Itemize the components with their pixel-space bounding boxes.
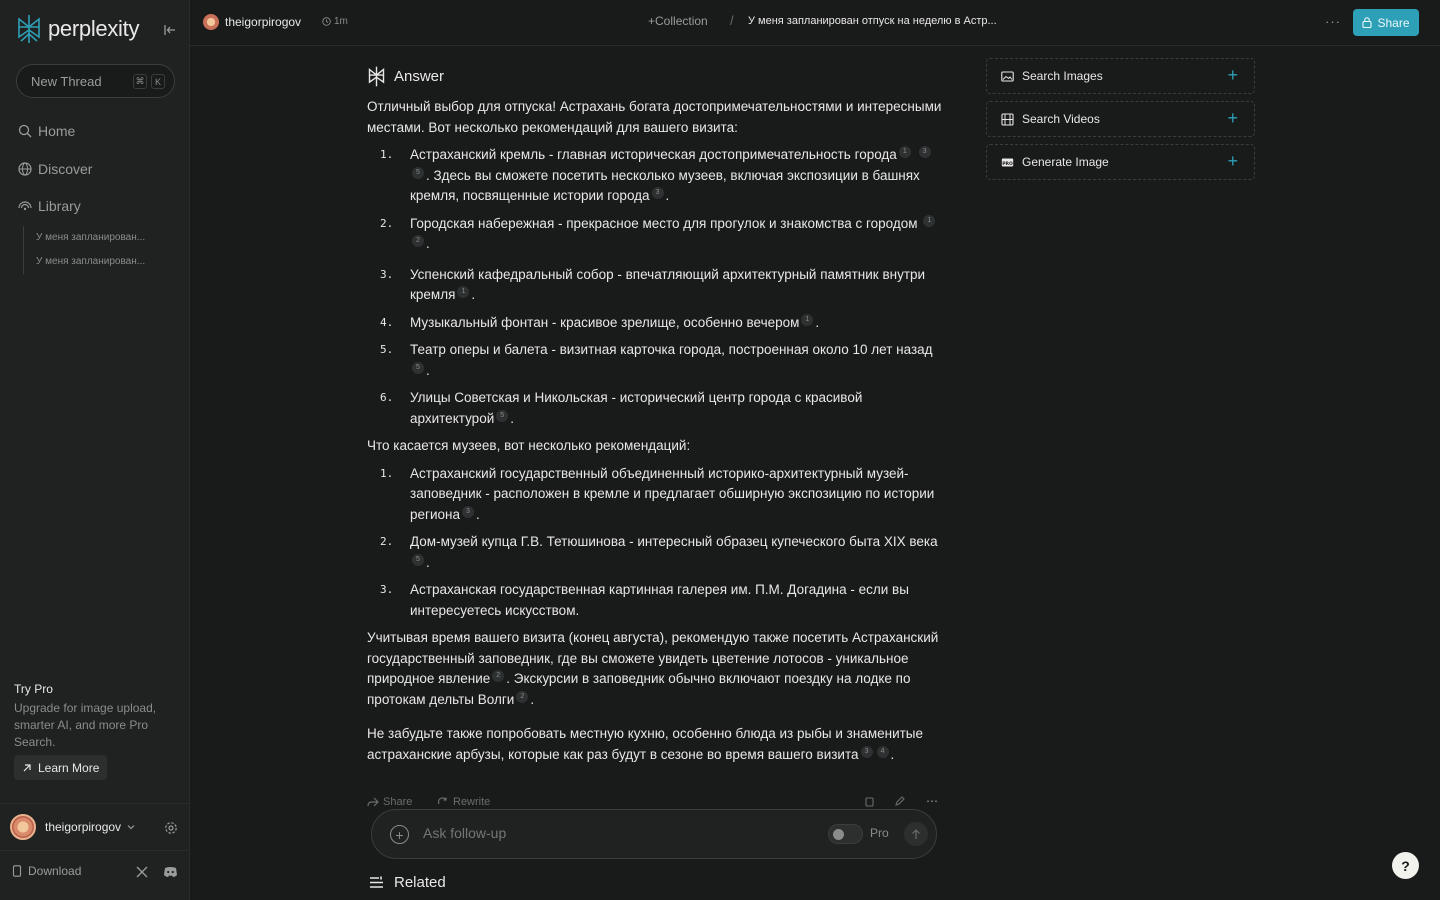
list-item-text: Дом-музей купца Г.В. Тетюшинова - интересный образец купеческого быта XIX века — [410, 534, 938, 549]
sidebar-item-label: Library — [38, 198, 81, 214]
list-item: 1. Астраханский кремль - главная историческая достопримечательность города 1 35 . Здесь вы сможете посетить несколько музеев, включая экспозиции в башнях кремля, посвященные истории города 3 . — [367, 145, 947, 207]
share-answer-label: Share — [383, 796, 413, 808]
thread-age — [322, 16, 348, 27]
search-videos-button[interactable] — [986, 101, 1255, 137]
citation-badge[interactable]: 1 — [801, 314, 813, 326]
museums-list — [367, 464, 947, 622]
citation-badge[interactable]: 2 — [492, 670, 504, 682]
list-item: 6. Улицы Советская и Никольская - исторический центр города с красивой архитектурой 5 . — [380, 390, 863, 426]
perplexity-logo-icon — [16, 14, 42, 44]
help-button[interactable]: ? — [1392, 852, 1419, 879]
citation-badge[interactable]: 1 — [457, 286, 469, 298]
citation-badge[interactable]: 3 — [462, 506, 474, 518]
citation-badge[interactable]: 3 — [919, 146, 931, 158]
copy-icon[interactable] — [864, 796, 875, 810]
list-number: 6. — [380, 391, 394, 404]
thread-author[interactable] — [203, 14, 301, 30]
logo[interactable] — [16, 14, 139, 44]
list-item-text: Улицы Советская и Никольская - исторический центр города с красивой архитектурой — [410, 390, 863, 426]
plus-icon: + — [648, 14, 656, 28]
thread-age-value: 1m — [334, 16, 348, 27]
list-number: 1. — [380, 466, 394, 480]
paragraph-text: Не забудьте также попробовать местную кухню, особенно блюда из рыбы и знаменитые астраханские арбузы, которые как раз будут в сезоне во время вашего визита — [367, 726, 923, 762]
arrow-up-right-icon — [22, 763, 32, 773]
user-name: theigorpirogov — [45, 820, 122, 834]
museums-intro: Что касается музеев, вот несколько рекомендаций: — [367, 438, 691, 453]
attractions-list — [367, 145, 947, 429]
try-pro-title: Try Pro — [14, 682, 53, 696]
pro-icon — [1001, 156, 1014, 169]
sidebar-item-label: Discover — [38, 161, 93, 177]
list-number: 2. — [380, 216, 394, 230]
answer-actions — [367, 794, 937, 808]
list-item-text: Астраханская государственная картинная галерея им. П.М. Догадина - если вы интересуетесь искусством. — [410, 582, 909, 618]
list-item-text: Астраханский государственный объединенный историко-архитектурный музей-заповедник - расположен в кремле и предлагает обширную экспозицию по истории региона — [410, 465, 935, 522]
chevron-down-icon[interactable] — [126, 822, 136, 832]
globe-icon — [18, 162, 32, 176]
learn-more-button[interactable] — [14, 755, 107, 780]
list-number: 1. — [380, 148, 394, 161]
rewrite-icon — [437, 797, 449, 807]
list-item-text: Астраханский кремль - главная историческая достопримечательность города — [410, 147, 897, 162]
sidebar-item-library[interactable] — [18, 198, 81, 214]
thread-author-name: theigorpirogov — [225, 15, 302, 29]
list-item-text: Театр оперы и балета - визитная карточка города, построенная около 10 лет назад — [410, 342, 933, 357]
x-twitter-icon[interactable] — [136, 866, 148, 878]
citation-badge[interactable]: 1 — [923, 215, 935, 227]
share-label: Share — [1377, 15, 1410, 30]
citation-badge[interactable]: 5 — [412, 167, 424, 179]
pro-toggle[interactable] — [828, 824, 863, 844]
list-number: 2. — [380, 535, 394, 548]
clock-icon — [322, 17, 331, 26]
avatar — [203, 14, 219, 30]
follow-up-input[interactable] — [423, 825, 783, 841]
generate-image-button[interactable] — [986, 144, 1255, 180]
citation-badge[interactable]: 1 — [899, 146, 911, 158]
rewrite-button[interactable] — [437, 796, 490, 808]
citation-badge[interactable]: 3 — [861, 746, 873, 758]
edit-icon[interactable] — [894, 796, 905, 810]
related-heading — [369, 874, 446, 891]
list-item: 3. Успенский кафедральный собор - впечатляющий архитектурный памятник внутри кремля 1 . — [380, 266, 926, 302]
discord-icon[interactable] — [163, 866, 178, 878]
phone-icon — [12, 865, 22, 877]
answer-body — [367, 97, 947, 772]
collapse-sidebar-icon[interactable] — [162, 22, 178, 38]
perplexity-answer-icon — [367, 66, 386, 87]
search-videos-label: Search Videos — [1022, 112, 1100, 126]
learn-more-label: Learn More — [38, 760, 100, 775]
list-item: 5. Театр оперы и балета - визитная карточка города, построенная около 10 лет назад5 . — [380, 342, 933, 378]
list-item-text: Успенский кафедральный собор - впечатляющий архитектурный памятник внутри кремля — [410, 266, 926, 302]
add-to-collection-button[interactable] — [648, 14, 708, 28]
citation-badge[interactable]: 5 — [496, 410, 508, 422]
attach-plus-icon[interactable]: + — [390, 825, 409, 844]
download-label: Download — [28, 864, 82, 878]
user-menu[interactable] — [0, 803, 190, 851]
related-list-icon — [369, 876, 384, 889]
new-thread-button[interactable] — [16, 64, 175, 98]
home-icon — [18, 124, 32, 138]
list-number: 4. — [380, 315, 394, 329]
arrow-up-icon — [911, 829, 921, 840]
plus-icon: + — [1227, 108, 1238, 128]
gear-icon[interactable] — [164, 821, 178, 835]
list-item-text: Городская набережная - прекрасное место для прогулок и знакомства с городом — [410, 215, 918, 231]
generate-image-label: Generate Image — [1022, 155, 1109, 169]
answer-title: Answer — [394, 68, 445, 85]
sidebar-item-discover[interactable] — [18, 161, 92, 177]
collection-label: Collection — [655, 14, 708, 28]
top-bar — [190, 0, 1440, 46]
related-title: Related — [394, 874, 446, 891]
share-icon — [367, 797, 379, 807]
plus-icon: + — [1227, 151, 1238, 171]
try-pro-description: Upgrade for image upload, smarter AI, and more Pro Search. — [14, 701, 157, 749]
more-options-icon[interactable]: ··· — [1325, 14, 1341, 29]
citation-badge[interactable]: 5 — [412, 554, 424, 566]
answer-paragraph: Не забудьте также попробовать местную кухню, особенно блюда из рыбы и знаменитые астраханские арбузы, которые как раз будут в сезоне во время вашего визита 3 4 . — [367, 726, 923, 762]
sidebar-item-home[interactable] — [18, 123, 75, 139]
list-item: 1. Астраханский государственный объединенный историко-архитектурный музей-заповедник - расположен в кремле и предлагает обширную экспозицию по истории региона 3 . — [380, 465, 935, 522]
list-item: 2. Городская набережная - прекрасное место для прогулок и знакомства с городом 12 . — [367, 214, 947, 255]
search-images-label: Search Images — [1022, 69, 1103, 83]
library-thread-item[interactable]: У меня запланирован... — [36, 256, 146, 267]
shortcut-key-k: K — [151, 74, 165, 89]
paragraph-text: . Экскурсии в заповедник обычно включают поездку на лодке по протокам дельты Волги — [367, 671, 911, 707]
library-thread-list — [23, 226, 156, 274]
citation-badge[interactable]: 5 — [412, 362, 424, 374]
paragraph-text: Учитывая время вашего визита (конец августа), рекомендую также посетить Астраханский государственный заповедник, где вы сможете увидеть цветение лотосов - уникальное природное явление — [367, 630, 939, 686]
list-number: 3. — [380, 583, 394, 596]
more-answer-options-icon[interactable]: ⋯ — [926, 794, 939, 808]
share-answer-button[interactable] — [367, 796, 412, 808]
follow-up-box — [371, 809, 937, 859]
rewrite-label: Rewrite — [453, 796, 491, 808]
new-thread-label: New Thread — [31, 73, 102, 89]
citation-badge[interactable]: 3 — [652, 187, 664, 199]
list-number: 3. — [380, 267, 394, 281]
answer-intro: Отличный выбор для отпуска! Астрахань богата достопримечательностями и интересными местами. Вот несколько рекомендаций для вашего визита: — [367, 99, 942, 135]
library-icon — [18, 199, 32, 213]
sidebar-item-label: Home — [38, 123, 76, 139]
video-icon — [1001, 113, 1014, 126]
plus-icon: + — [1227, 65, 1238, 85]
svg-text:PRO: PRO — [1002, 161, 1013, 167]
citation-badge[interactable]: 2 — [516, 691, 528, 703]
lock-icon — [1362, 17, 1372, 28]
search-images-button[interactable] — [986, 58, 1255, 94]
list-item — [367, 580, 947, 621]
try-pro-panel — [14, 682, 174, 751]
list-item-text: . Здесь вы сможете посетить несколько музеев, включая экспозиции в башнях кремля, посвященные истории города — [410, 167, 920, 203]
library-thread-item[interactable]: У меня запланирован... — [36, 232, 146, 243]
thread-title: У меня запланирован отпуск на неделю в Астр... — [748, 15, 997, 27]
list-item: 4. Музыкальный фонтан - красивое зрелище, особенно вечером 1 . — [367, 313, 947, 334]
logo-text: perplexity — [48, 16, 140, 41]
image-icon — [1001, 70, 1014, 83]
answer-paragraph: Учитывая время вашего визита (конец августа), рекомендую также посетить Астраханский государственный заповедник, где вы сможете увидеть цветение лотосов - уникальное природное явление 2 . Экскурсии в заповедник обычно включают поездку на лодке по протокам дельты Волги 2 . — [367, 630, 939, 707]
citation-badge[interactable]: 2 — [412, 235, 424, 247]
sidebar — [0, 0, 190, 900]
list-item-text: Музыкальный фонтан - красивое зрелище, особенно вечером — [410, 314, 800, 330]
breadcrumb-separator: / — [730, 13, 734, 28]
toggle-knob — [833, 829, 844, 840]
list-item: 2. Дом-музей купца Г.В. Тетюшинова - интересный образец купеческого быта XIX века5 . — [380, 534, 938, 570]
list-number: 5. — [380, 343, 394, 356]
send-button[interactable] — [904, 822, 928, 846]
shortcut-key-cmd: ⌘ — [133, 74, 147, 89]
answer-heading — [367, 66, 444, 87]
avatar — [10, 814, 36, 840]
citation-badge[interactable]: 4 — [877, 746, 889, 758]
pro-label: Pro — [870, 826, 889, 840]
download-link[interactable] — [12, 864, 81, 878]
share-button[interactable] — [1353, 9, 1419, 36]
